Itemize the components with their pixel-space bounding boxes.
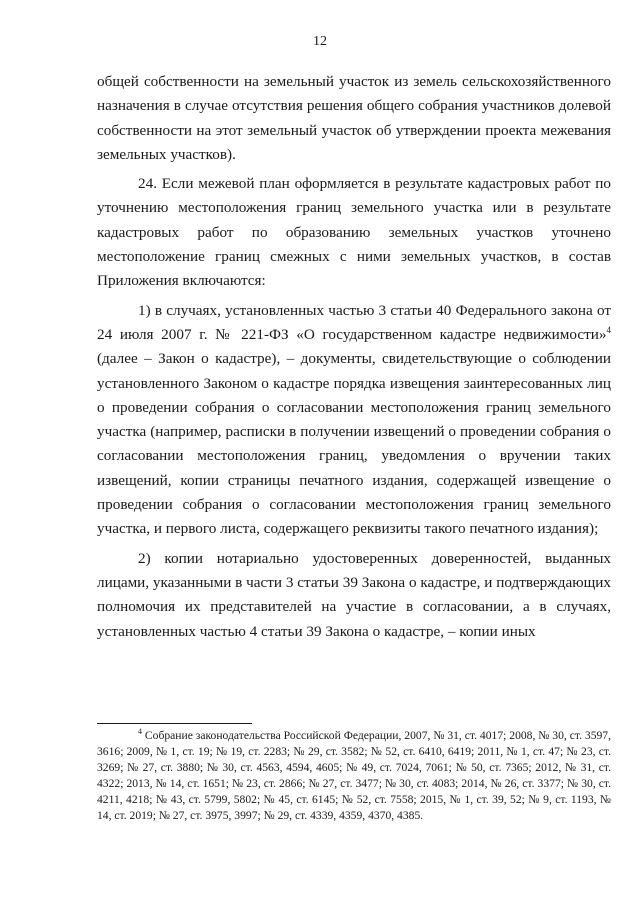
paragraph-subitem-1 [97, 299, 611, 542]
footnote-mark: 4 [138, 727, 142, 737]
subitem-1-text-start: 1) в случаях, установленных частью 3 статьи 40 Федерального закона от 24 июля 2007 г. № 221-ФЗ «О государственном кадастре недвижимости» [97, 301, 611, 343]
paragraph-subitem-2: 2) копии нотариально удостоверенных доверенностей, выданных лицами, указанными в части 3 статьи 39 Закона о кадастре, и подтверждающих полномочия их представителей на участие в согласовании, а в случаях, установленных частью 4 статьи 39 Закона о кадастре, – копии иных [97, 549, 611, 640]
body-text [97, 70, 611, 644]
footnote [97, 728, 611, 825]
subitem-1-text-end: (далее – Закон о кадастре), – документы, свидетельствующие о соблюдении установленного Законом о кадастре порядка извещения заинтересованных лиц о проведении собрания о согласовании местоположения границ земельного участка (например, расписки в получении извещений о проведении собрания о согласовании местоположения границ, уведомления о вручении таких извещений, копии страницы печатного издания, содержащей извещение о проведении собрания о согласовании местоположения границ земельного участка, и первого листа, содержащего реквизиты такого печатного издания); [97, 350, 611, 538]
paragraph-item-24: 24. Если межевой план оформляется в результате кадастровых работ по уточнению местоположения границ земельного участка или в результате кадастровых работ по образованию земельных участков уточнено местоположение границ смежных с ними земельных участков, в состав Приложения включаются: [97, 175, 611, 290]
paragraph-continuation: общей собственности на земельный участок из земель сельскохозяйственного назначения в случае отсутствия решения общего собрания участников долевой собственности на этот земельный участок об утверждении проекта межевания земельных участков). [97, 73, 611, 163]
footnote-separator [97, 723, 252, 724]
footnote-reference: 4 [606, 324, 611, 335]
page-number: 12 [313, 34, 327, 49]
footnote-text: Собрание законодательства Российской Федерации, 2007, № 31, ст. 4017; 2008, № 30, ст. 3597, 3616; 2009, № 1, ст. 19; № 19, ст. 2283; № 29, ст. 3582; № 52, ст. 6410, 6419; 2011, № 1, ст. 47; № 23, ст. 3269; № 27, ст. 3880; № 30, ст. 4563, 4594, 4605; № 49, ст. 7024, 7061; № 50, ст. 7365; 2012, № 31, ст. 4322; 2013, № 14, ст. 1651; № 23, ст. 2866; № 27, ст. 3477; № 30, ст. 4083; 2014, № 26, ст. 3377; № 30, ст. 4211, 4218; № 43, ст. 5799, 5802; № 45, ст. 6145; № 52, ст. 7558; 2015, № 1, ст. 39, 52; № 9, ст. 1193, № 14, ст. 2019; № 27, ст. 3975, 3997; № 29, ст. 4339, 4359, 4370, 4385. [97, 729, 611, 823]
